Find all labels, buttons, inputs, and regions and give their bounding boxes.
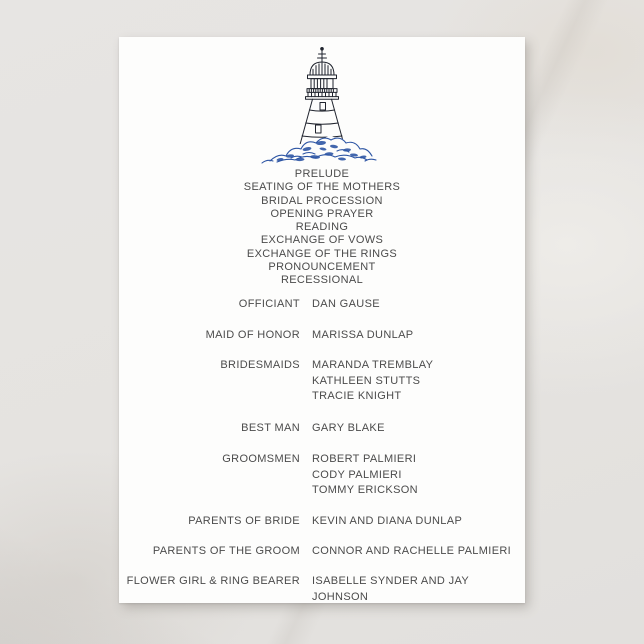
role-label: MAID OF HONOR <box>205 329 300 341</box>
role-name: MARANDA TREMBLAY <box>312 359 434 371</box>
role-row <box>119 544 525 560</box>
lighthouse-icon <box>257 42 387 168</box>
role-names <box>312 297 380 313</box>
role-name: TOMMY ERICKSON <box>312 484 418 496</box>
ceremony-item: PRONOUNCEMENT <box>268 261 376 274</box>
role-names <box>312 358 433 405</box>
role-names <box>312 452 418 499</box>
role-name: KATHLEEN STUTTS <box>312 374 421 387</box>
ceremony-item: BRIDAL PROCESSION <box>261 194 383 207</box>
role-row <box>119 358 525 405</box>
role-names <box>312 328 413 344</box>
role-label: BEST MAN <box>241 422 300 434</box>
role-row <box>119 328 525 344</box>
role-row <box>119 514 525 530</box>
lighthouse-tower <box>299 47 346 150</box>
role-names <box>312 421 385 437</box>
role-row <box>119 421 525 437</box>
role-name: ISABELLE SYNDER AND JAY JOHNSON <box>312 575 469 603</box>
role-name: CONNOR AND RACHELLE PALMIERI <box>312 545 512 557</box>
role-label: FLOWER GIRL & RING BEARER <box>126 575 300 587</box>
ceremony-item: READING <box>295 221 349 234</box>
ceremony-item: RECESSIONAL <box>280 274 364 287</box>
role-name: DAN GAUSE <box>312 298 380 310</box>
role-row <box>119 452 525 499</box>
role-name: MARISSA DUNLAP <box>312 329 414 341</box>
role-name: ROBERT PALMIERI <box>312 453 417 465</box>
role-label: PARENTS OF BRIDE <box>188 515 300 527</box>
role-label: OFFICIANT <box>238 298 300 310</box>
role-name: KEVIN AND DIANA DUNLAP <box>312 515 463 527</box>
ceremony-item: EXCHANGE OF VOWS <box>260 234 384 247</box>
waves-icon <box>262 136 376 166</box>
role-names <box>312 574 525 605</box>
ceremony-item: PRELUDE <box>294 168 350 180</box>
ceremony-order-list <box>119 168 525 288</box>
role-name: TRACIE KNIGHT <box>312 390 402 402</box>
role-names <box>312 544 511 560</box>
role-label: BRIDESMAIDS <box>220 359 300 371</box>
role-names <box>312 514 462 530</box>
ceremony-item: EXCHANGE OF THE RINGS <box>246 247 398 260</box>
role-row <box>119 297 525 313</box>
role-label: GROOMSMEN <box>222 453 300 465</box>
ceremony-item: SEATING OF THE MOTHERS <box>243 181 401 194</box>
role-row <box>119 574 525 605</box>
program-card <box>119 37 525 603</box>
role-name: CODY PALMIERI <box>312 468 402 481</box>
role-name: GARY BLAKE <box>312 422 385 434</box>
ceremony-item: OPENING PRAYER <box>270 207 374 220</box>
role-label: PARENTS OF THE GROOM <box>152 545 300 557</box>
